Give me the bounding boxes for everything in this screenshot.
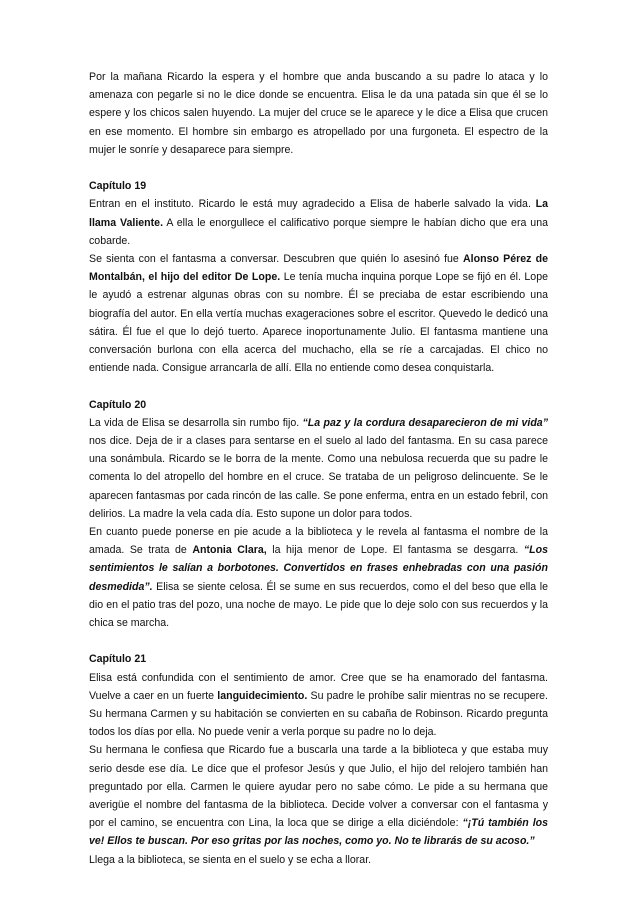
chapter-19-heading: Capítulo 19 (89, 180, 147, 193)
chapter-19-paragraph-2 (89, 250, 548, 377)
chapter-20-paragraph-2 (89, 523, 548, 632)
text-run: nos dice. Deja de ir a clases para sentarse en el suelo al lado del fantasma. En su casa parece una sonámbula. Ricardo se le borra de la mente. Como una nebulosa recuerda que su padre le comenta lo del atropello del hombre en el cruce. Se trataba de un peligroso delincuente. Se le aparecen fantasmas por cada rincón de las calle. Se pone enferma, entra en un estado febril, con delirios. La madre la vela cada día. Esto supone un dolor para todos. (89, 435, 548, 520)
bold-text-run: La llama Valiente. (89, 198, 548, 229)
paragraph-gap (89, 632, 548, 650)
text-run: Su padre le prohíbe salir mientras no se recupere. Su hermana Carmen y su habitación se convierten en su cabaña de Robinson. Ricardo pregunta todos los días por ella. No puede venir a verla porque su padre no lo deja. (89, 689, 548, 739)
text-run: A ella le enorgullece el calificativo porque siempre le habían dicho que era una cobarde. (89, 216, 548, 247)
chapter-21-heading: Capítulo 21 (89, 653, 147, 666)
text-run: Su hermana le confiesa que Ricardo fue a buscarla una tarde a la biblioteca y que estaba muy serio desde ese día. Le dice que el profesor Jesús y que Julio, el hijo del relojero también han preguntado por ella. Carmen le quiere ayudar pero no sabe cómo. Le pide a su hermana que averigüe el nombre del fantasma de la biblioteca. Decide volver a conversar con el fantasma y por el camino, se encuentra con Lina, la loca que se dirige a ella diciéndole: (89, 744, 548, 830)
text-run: Elisa está confundida con el sentimiento de amor. Cree que se ha enamorado del fantasma. Vuelve a caer en un fuerte (89, 671, 548, 702)
text-run: Se sienta con el fantasma a conversar. Descubren que quién lo asesinó fue (89, 253, 464, 266)
chapter-20-paragraph-1 (89, 414, 548, 523)
chapter-21-paragraph-3: Llega a la biblioteca, se sienta en el suelo y se echa a llorar. (89, 853, 372, 866)
chapter-21-paragraph-2 (89, 741, 548, 850)
text-run: Elisa se siente celosa. Él se sume en sus recuerdos, como el del beso que ella le dio en el patio tras del pozo, una noche de mayo. Le pide que lo deje solo con sus recuerdos y la chica se marcha. (89, 580, 548, 630)
quote-text-run: “¡Tú también los ve! Ellos te buscan. Por eso gritas por las noches, como yo. No te librarás de su acoso.” (89, 817, 549, 848)
text-run: la hija menor de Lope. El fantasma se desgarra. (266, 544, 524, 557)
paragraph-intro: Por la mañana Ricardo la espera y el hombre que anda buscando a su padre lo ataca y lo amenaza con pegarle si no le dice donde se encuentra. Elisa le da una patada sin que él se lo espere y los chicos salen huyendo. La mujer del cruce se le aparece y le dice a Elisa que crucen en ese momento. El hombre sin embargo es atropellado por una furgoneta. El espectro de la mujer le sonríe y desaparece para siempre. (89, 71, 548, 156)
text-run: La vida de Elisa se desarrolla sin rumbo fijo. (89, 416, 303, 429)
text-run: Le tenía mucha inquina porque Lope se fijó en él. Lope le ayudó a estrenar algunas obras con su nombre. Él se preciaba de estar escribiendo una biografía del autor. En ella vertía muchas exageraciones sobre el escritor. Quevedo le dedicó una sátira. Él fue el que lo dejó tuerto. Aparece inoportunamente Julio. El fantasma mantiene una conversación burlona con ella acerca del muchacho, ella se ríe a carcajadas. El chico no entiende nada. Consigue arrancarla de allí. Ella no entiende como desea conquistarla. (89, 271, 548, 375)
bold-text-run: Alonso Pérez de Montalbán, el hijo del editor De Lope. (89, 253, 548, 284)
text-run: Entran en el instituto. Ricardo le está muy agradecido a Elisa de haberle salvado la vida. (89, 198, 536, 211)
quote-text-run: “Los sentimientos le salían a borbotones. Convertidos en frases enhebradas con una pasión desmedida”. (89, 544, 548, 593)
text-run: En cuanto puede ponerse en pie acude a la biblioteca y le revela al fantasma el nombre de la amada. Se trata de (89, 526, 548, 557)
quote-text-run: “La paz y la cordura desaparecieron de mi vida” (302, 416, 548, 429)
bold-text-run: languidecimiento. (217, 689, 308, 702)
paragraph-gap (89, 159, 548, 177)
paragraph-gap (89, 377, 548, 395)
document-page (89, 68, 548, 869)
bold-text-run: Antonia Clara, (192, 544, 267, 557)
chapter-21-paragraph-1 (89, 669, 548, 742)
chapter-20-heading: Capítulo 20 (89, 398, 147, 411)
chapter-19-paragraph-1 (89, 195, 548, 250)
